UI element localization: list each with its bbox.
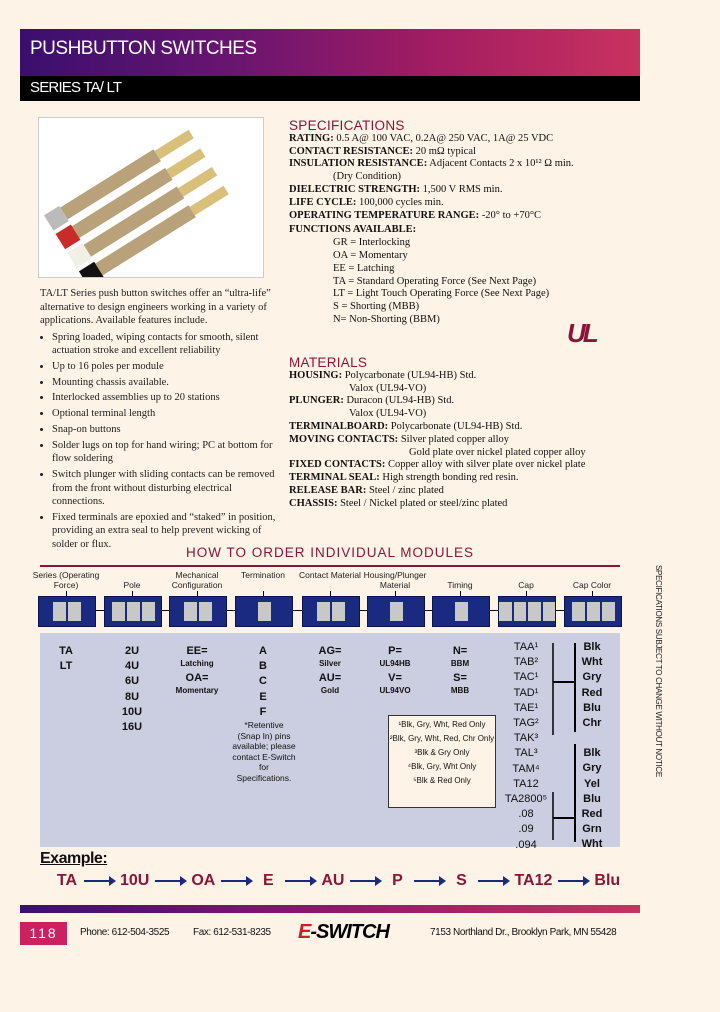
option-code: AG=: [318, 645, 342, 657]
material-label: FIXED CONTACTS:: [289, 459, 386, 471]
function-item: LT = Light Touch Operating Force (See Next Page): [333, 288, 550, 300]
arrow-icon: [155, 880, 185, 882]
spec-value: 1,500 V RMS min.: [422, 183, 503, 195]
arrow-icon: [558, 880, 588, 882]
footer-bar: [20, 905, 640, 913]
material-label: TERMINAL SEAL:: [289, 472, 380, 484]
code-box: [104, 596, 162, 627]
functions-label: FUNCTIONS AVAILABLE:: [289, 224, 417, 236]
code-slot: [543, 602, 556, 621]
example-part: TA12: [514, 872, 553, 889]
arrow-icon: [414, 880, 444, 882]
spec-label: LIFE CYCLE:: [289, 196, 357, 208]
ul-logo: UL: [567, 318, 596, 348]
cap-code: .08: [518, 808, 534, 821]
option-code: 10U: [121, 705, 143, 718]
feature-item: • Optional terminal length: [52, 407, 280, 421]
spec-row: [289, 158, 629, 171]
cap-note: ³Blk & Gry Only: [414, 748, 470, 757]
cap-color: Gry: [582, 762, 602, 775]
option-desc: Momentary: [175, 686, 219, 696]
option-code: 2U: [124, 645, 140, 657]
material-row: [289, 383, 629, 396]
phone: Phone: 612-504-3525: [80, 927, 170, 938]
spec-row: [289, 146, 629, 159]
arrow-icon: [285, 880, 315, 882]
code-slot: [514, 602, 527, 621]
option-desc: BBM: [450, 659, 470, 669]
material-row: [289, 421, 629, 434]
spec-row: [289, 184, 629, 197]
material-row: [289, 408, 629, 421]
material-label: TERMINALBOARD:: [289, 420, 389, 432]
code-slot: [602, 602, 615, 621]
cap-color: Blk: [583, 641, 601, 653]
code-box: [302, 596, 360, 627]
code-slot: [142, 602, 155, 621]
code-slot: [332, 602, 345, 621]
code-slot: [499, 602, 512, 621]
arrow-icon: [221, 880, 251, 882]
cap-code: TAD¹: [513, 686, 539, 699]
feature-item: • Fixed terminals are epoxied and “staked” in position, providing an extra seal to help prevent wicking of solder or flux.: [52, 511, 280, 552]
cap-color: Wht: [581, 656, 603, 669]
spec-label: INSULATION RESISTANCE:: [289, 158, 428, 170]
code-box: [432, 596, 490, 627]
option-column: [31, 644, 101, 674]
feature-item: • Snap-on buttons: [52, 423, 280, 437]
cap-code: .09: [518, 823, 534, 836]
cap-code: TAG²: [513, 717, 539, 730]
spec-value: 20 mΩ typical: [415, 145, 476, 157]
material-label: RELEASE BAR:: [289, 484, 367, 496]
intro-paragraph: TA/LT Series push button switches offer an “ultra-life” alternative to design engineers working in a variety of applications. Available features include.: [40, 288, 271, 326]
code-slot: [317, 602, 330, 621]
option-code: 4U: [124, 660, 140, 673]
example-part: S: [456, 872, 467, 889]
example-part-number: [56, 872, 620, 890]
divider: [40, 565, 620, 567]
function-item: S = Shorting (MBB): [333, 301, 420, 313]
spec-row: [289, 197, 629, 210]
option-code: 8U: [124, 690, 140, 703]
material-row: [289, 472, 629, 485]
page-title: PUSHBUTTON SWITCHES: [30, 38, 257, 59]
spec-value: -20° to +70°C: [481, 209, 542, 221]
cap-note: ⁴Blk, Gry, Wht Only: [407, 762, 477, 771]
option-code: 6U: [124, 675, 140, 688]
feature-item: • Mounting chassis available.: [52, 376, 280, 390]
cap-code: .094: [515, 838, 537, 851]
cap-code: TAA¹: [513, 641, 539, 653]
option-code: V=: [388, 672, 402, 685]
material-label: PLUNGER:: [289, 395, 344, 407]
cap-color: Blk: [583, 747, 601, 760]
cap-color: Yel: [584, 777, 600, 790]
arrow-icon: [84, 880, 114, 882]
code-slot: [587, 602, 600, 621]
material-row: [289, 498, 629, 511]
cap-note: ²Blk, Gry, Wht, Red, Chr Only: [389, 734, 495, 743]
code-slot: [572, 602, 585, 621]
code-slot: [199, 602, 212, 621]
cap-code: TAB²: [513, 656, 539, 669]
cap-color: Red: [581, 686, 603, 699]
code-box: [235, 596, 293, 627]
spec-value: Adjacent Contacts 2 x 10¹² Ω min.: [429, 158, 574, 170]
cap-code: TAE¹: [513, 701, 539, 714]
code-box: [38, 596, 96, 627]
code-slot: [390, 602, 403, 621]
code-slot: [68, 602, 81, 621]
materials-section: [289, 357, 629, 511]
option-column: [360, 644, 430, 698]
specifications-section: [289, 120, 629, 327]
option-code: S=: [453, 672, 467, 685]
option-code: 16U: [121, 721, 143, 734]
spec-label: RATING:: [289, 132, 334, 144]
header-banner: [20, 29, 640, 76]
material-value: Copper alloy with silver plate over nickel plate: [387, 459, 586, 471]
side-notice: SPECIFICATIONS SUBJECT TO CHANGE WITHOUT NOTICE: [654, 565, 663, 777]
code-slot: [528, 602, 541, 621]
feature-item: • Spring loaded, wiping contacts for smooth, silent actuation stroke and excellent reliability: [52, 331, 280, 358]
option-desc: UL94VO: [379, 686, 411, 696]
cap-color: Grn: [582, 823, 602, 836]
function-item: OA = Momentary: [333, 249, 408, 261]
option-desc: Latching: [180, 659, 214, 669]
code-slot: [112, 602, 125, 621]
feature-item: • Interlocked assemblies up to 20 stations: [52, 391, 280, 405]
cap-color-brackets: [540, 640, 600, 845]
material-value: Gold plate over nickel plated copper alloy: [409, 446, 586, 458]
feature-item: • Solder lugs on top for hand wiring; PC at bottom for flow soldering: [52, 439, 280, 466]
code-slot: [127, 602, 140, 621]
column-header: Cap: [518, 580, 534, 590]
option-desc: Silver: [319, 659, 341, 669]
material-value: Steel / Nickel plated or steel/zinc plated: [340, 497, 508, 509]
function-item: EE = Latching: [333, 262, 395, 274]
column-header: Pole: [123, 580, 141, 590]
column-header: Series (Operating Force): [32, 570, 100, 590]
spec-value: 100,000 cycles min.: [359, 196, 444, 208]
option-column: [228, 644, 298, 720]
code-box: [498, 596, 556, 627]
material-row: [289, 370, 629, 383]
material-row: [289, 459, 629, 472]
example-part: Blu: [594, 872, 621, 889]
example-part: P: [392, 872, 403, 889]
cap-code: TAM⁴: [512, 762, 540, 775]
example-part: TA: [56, 872, 78, 889]
function-item: GR = Interlocking: [333, 237, 411, 249]
code-box: [169, 596, 227, 627]
option-code: LT: [59, 660, 73, 673]
column-header: Termination: [241, 570, 285, 580]
material-value: Steel / zinc plated: [368, 484, 444, 496]
arrow-icon: [478, 880, 508, 882]
spec-label: CONTACT RESISTANCE:: [289, 145, 413, 157]
cap-code: TA12: [513, 777, 539, 790]
column-header: Contact Material: [299, 570, 361, 580]
series-title: SERIES TA/ LT: [30, 79, 122, 96]
cap-color: Chr: [582, 717, 602, 730]
material-label: CHASSIS:: [289, 497, 338, 509]
feature-item: • Up to 16 poles per module: [52, 360, 280, 374]
material-label: HOUSING:: [289, 369, 343, 381]
series-banner: [20, 76, 640, 101]
material-value: Polycarbonate (UL94-HB) Std.: [344, 369, 477, 381]
cap-code: TAL³: [514, 747, 538, 760]
function-item: N= Non-Shorting (BBM): [333, 313, 440, 325]
option-column: [425, 644, 495, 698]
option-desc: UL94HB: [379, 659, 411, 669]
code-box: [564, 596, 622, 627]
example-part: OA: [191, 872, 216, 889]
column-header: Cap Color: [572, 580, 612, 590]
option-desc: Gold: [320, 686, 340, 696]
option-code: TA: [59, 645, 73, 657]
spec-row: [289, 210, 629, 223]
arrow-icon: [350, 880, 380, 882]
cap-color: Wht: [581, 838, 603, 851]
example-part: 10U: [120, 872, 150, 889]
fax: Fax: 612-531-8235: [193, 927, 271, 938]
cap-color: Blu: [583, 701, 601, 714]
example-part: E: [263, 872, 274, 889]
cap-color: Gry: [582, 671, 602, 684]
option-code: EE=: [186, 645, 208, 657]
product-photo: [38, 117, 264, 278]
material-row: [289, 395, 629, 408]
code-slot: [455, 602, 468, 621]
material-value: Duracon (UL94-HB) Std.: [346, 395, 455, 407]
option-code: F: [259, 705, 267, 718]
spec-value: (Dry Condition): [333, 171, 401, 183]
e-switch-logo: E-SWITCH: [298, 921, 389, 943]
material-value: High strength bonding red resin.: [382, 472, 519, 484]
material-row: [289, 434, 629, 447]
feature-list: [40, 331, 280, 552]
code-box: [367, 596, 425, 627]
order-title: [40, 545, 620, 560]
specifications-title: SPECIFICATIONS: [289, 118, 405, 133]
spec-label: OPERATING TEMPERATURE RANGE:: [289, 209, 480, 221]
cap-note: ¹Blk, Gry, Wht, Red Only: [398, 720, 486, 729]
order-title-text: HOW TO ORDER INDIVIDUAL MODULES: [182, 545, 478, 560]
code-slot: [258, 602, 271, 621]
code-slot: [184, 602, 197, 621]
option-code: N=: [452, 645, 468, 657]
material-value: Silver plated copper alloy: [400, 433, 509, 445]
column-header: Timing: [447, 580, 473, 590]
option-desc: MBB: [450, 686, 470, 696]
example-label: Example:: [40, 850, 108, 867]
function-item: TA = Standard Operating Force (See Next Page): [333, 275, 537, 287]
cap-note: ⁵Blk & Red Only: [413, 776, 471, 785]
termination-note: *Retentive (Snap In) pins available; please contact E-Switch for Specifications.: [232, 720, 296, 783]
code-slot: [53, 602, 66, 621]
cap-color: Red: [581, 808, 603, 821]
material-value: Valox (UL94-VO): [349, 408, 427, 420]
material-value: Valox (UL94-VO): [349, 382, 427, 394]
spec-label: DIELECTRIC STRENGTH:: [289, 183, 420, 195]
spec-value: 0.5 A@ 100 VAC, 0.2A@ 250 VAC, 1A@ 25 VDC: [336, 132, 554, 144]
material-row: [289, 447, 629, 460]
intro-text: [40, 287, 280, 554]
material-label: MOVING CONTACTS:: [289, 433, 399, 445]
cap-color: Blu: [583, 792, 601, 805]
spec-row: [289, 171, 629, 184]
option-code: AU=: [318, 672, 342, 685]
column-header: Mechanical Configuration: [171, 570, 223, 590]
materials-title: MATERIALS: [289, 355, 368, 370]
option-column: [97, 644, 167, 735]
column-header: Housing/Plunger Material: [363, 570, 427, 590]
material-value: Polycarbonate (UL94-HB) Std.: [390, 420, 523, 432]
cap-code: TAK³: [513, 732, 539, 745]
feature-item: • Switch plunger with sliding contacts can be removed from the front without disturbing electrical connections.: [52, 468, 280, 509]
material-row: [289, 485, 629, 498]
option-code: B: [259, 660, 267, 673]
spec-row: [289, 133, 629, 146]
page-number: 118: [20, 922, 67, 945]
option-code: P=: [388, 645, 402, 657]
cap-code: TAC¹: [513, 671, 539, 684]
option-code: OA=: [185, 672, 209, 685]
option-code: C: [259, 675, 267, 688]
example-part: AU: [321, 872, 345, 889]
option-code: E: [259, 690, 267, 703]
address: 7153 Northland Dr., Brooklyn Park, MN 55428: [430, 927, 617, 938]
option-column: [162, 644, 232, 698]
option-code: A: [259, 645, 267, 657]
cap-notes-box: [388, 715, 496, 808]
cap-code: TA2800⁵: [504, 793, 548, 806]
option-column: [295, 644, 365, 698]
